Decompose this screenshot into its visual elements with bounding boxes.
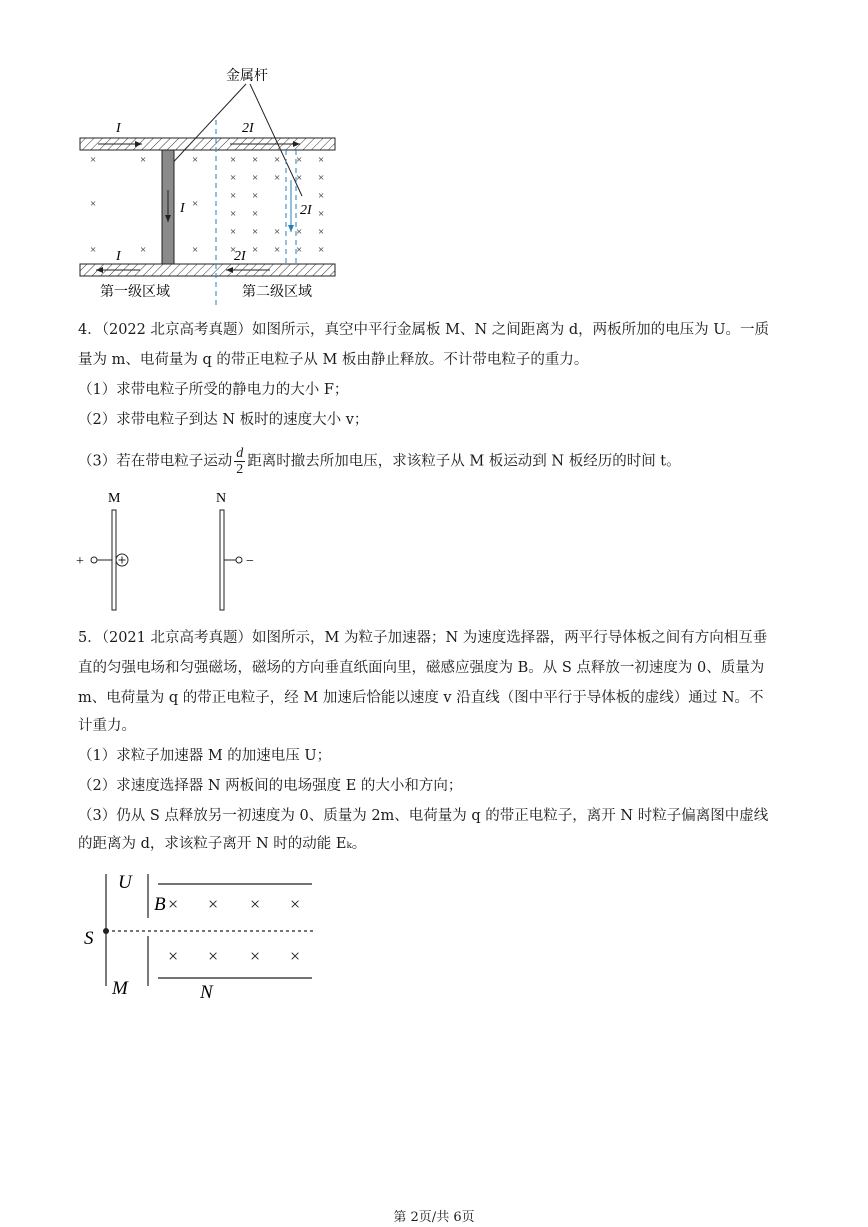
field-cross: × xyxy=(252,190,259,202)
region2-label: 第二级区域 xyxy=(242,284,312,300)
field-cross: × xyxy=(230,226,237,238)
figure-parallel-plates xyxy=(70,486,270,616)
field-cross: × xyxy=(290,894,301,914)
magnetic-field-crosses xyxy=(168,894,300,966)
field-cross: × xyxy=(208,946,219,966)
field-cross: × xyxy=(230,154,237,166)
field-cross: × xyxy=(274,226,281,238)
field-cross: × xyxy=(296,226,303,238)
q5-stem-line2: 直的匀强电场和匀强磁场，磁场的方向垂直纸面向里，磁感应强度为 B。从 S 点释放一初速度为 0、质量为 xyxy=(78,660,765,676)
q4-stem-line2: 量为 m、电荷量为 q 的带正电粒子从 M 板由静止释放。不计带电粒子的重力。 xyxy=(78,352,589,368)
voltage-label-u: U xyxy=(118,872,132,893)
field-cross: × xyxy=(252,244,259,256)
selector-label-n: N xyxy=(200,982,213,1003)
page-footer: 第 2页/共 6页 xyxy=(393,1210,475,1225)
field-cross: × xyxy=(250,946,261,966)
q4-sub3-pre: （3）若在带电粒子运动 xyxy=(78,453,233,470)
q5-sub3-line2: 的距离为 d，求该粒子离开 N 时的动能 Eₖ。 xyxy=(78,836,367,852)
field-cross: × xyxy=(296,154,303,166)
svg-text:×: × xyxy=(90,154,97,166)
field-cross: × xyxy=(318,208,325,220)
plate-n-label: N xyxy=(216,491,227,506)
field-label-b: B xyxy=(154,894,166,915)
field-cross: × xyxy=(290,946,301,966)
svg-text:×: × xyxy=(90,244,97,256)
svg-text:×: × xyxy=(90,198,97,210)
plate-n xyxy=(220,510,224,610)
svg-text:×: × xyxy=(140,154,147,166)
field-cross: × xyxy=(296,244,303,256)
field-cross: × xyxy=(318,154,325,166)
q4-stem-line1: 4．（2022 北京高考真题）如图所示，真空中平行金属板 M、N 之间距离为 d，两板所加的电压为 U。一质 xyxy=(78,322,769,338)
q4-sub1: （1）求带电粒子所受的静电力的大小 F； xyxy=(78,382,349,398)
field-cross: × xyxy=(230,244,237,256)
field-cross: × xyxy=(318,244,325,256)
field-cross: × xyxy=(230,208,237,220)
current-right-vertical: 2I xyxy=(300,203,312,218)
svg-text:×: × xyxy=(192,244,199,256)
q5-sub3-line1: （3）仍从 S 点释放另一初速度为 0、质量为 2m、电荷量为 q 的带正电粒子，离开 N 时粒子偏离图中虚线 xyxy=(78,808,769,824)
field-cross: × xyxy=(252,226,259,238)
q5-sub1: （1）求粒子加速器 M 的加速电压 U； xyxy=(78,748,332,764)
callout-metal-rod: 金属杆 xyxy=(226,68,268,84)
terminal-plus: + xyxy=(76,554,84,569)
q4-sub3 xyxy=(78,446,681,477)
q4-sub3-post: 距离时撤去所加电压，求该粒子从 M 板运动到 N 板经历的时间 t。 xyxy=(247,453,681,470)
figure-rails-diagram xyxy=(70,60,360,305)
current-bottom-right: 2I xyxy=(234,249,246,264)
q5-stem-line1: 5．（2021 北京高考真题）如图所示，M 为粒子加速器；N 为速度选择器，两平行导体板之间有方向相互垂 xyxy=(78,630,768,646)
field-cross: × xyxy=(230,190,237,202)
fraction-d-over-2: $\frac{d}{2}$ xyxy=(236,446,244,477)
field-cross: × xyxy=(252,172,259,184)
q5-sub2: （2）求速度选择器 N 两板间的电场强度 E 的大小和方向； xyxy=(78,778,463,794)
svg-text:×: × xyxy=(140,244,147,256)
field-cross: × xyxy=(252,154,259,166)
field-cross: × xyxy=(168,894,179,914)
svg-text:×: × xyxy=(192,198,199,210)
figure-velocity-selector xyxy=(78,868,328,1008)
field-cross: × xyxy=(318,190,325,202)
plate-m xyxy=(112,510,116,610)
region1-label: 第一级区域 xyxy=(100,284,170,300)
field-cross: × xyxy=(296,172,303,184)
q4-sub2: （2）求带电粒子到达 N 板时的速度大小 v； xyxy=(78,412,369,428)
field-cross: × xyxy=(208,894,219,914)
plate-m-label: M xyxy=(108,491,121,506)
field-cross: × xyxy=(168,946,179,966)
field-cross: × xyxy=(250,894,261,914)
field-cross: × xyxy=(230,172,237,184)
field-cross: × xyxy=(252,208,259,220)
svg-text:×: × xyxy=(192,154,199,166)
q5-stem-line4: 计重力。 xyxy=(78,718,136,734)
current-top-right: 2I xyxy=(242,121,254,136)
field-cross: × xyxy=(318,226,325,238)
accelerator-label-m: M xyxy=(112,978,128,999)
current-rod: I xyxy=(180,201,185,216)
field-cross: × xyxy=(274,244,281,256)
current-bottom-left: I xyxy=(116,249,121,264)
field-cross: × xyxy=(274,172,281,184)
terminal-minus: − xyxy=(246,554,254,569)
field-cross: × xyxy=(274,154,281,166)
field-cross: × xyxy=(318,172,325,184)
source-label-s: S xyxy=(84,928,94,949)
current-top-left: I xyxy=(116,121,121,136)
q5-stem-line3: m、电荷量为 q 的带正电粒子，经 M 加速后恰能以速度 v 沿直线（图中平行于导体板的虚线）通过 N。不 xyxy=(78,690,764,706)
